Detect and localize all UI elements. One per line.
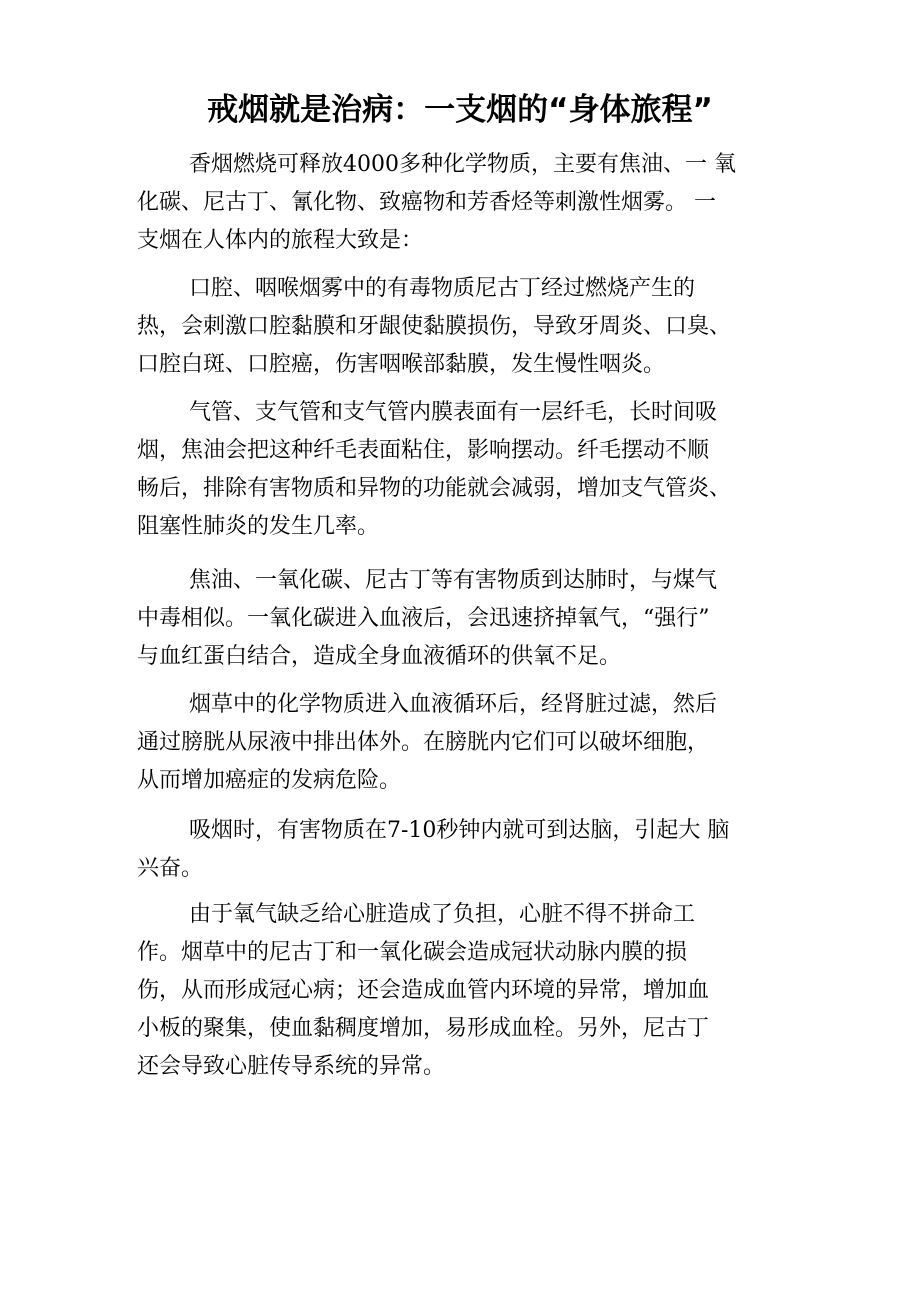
paragraph-line: 从而增加癌症的发病危险。: [137, 768, 402, 793]
paragraph-line: 化碳、尼古丁、氰化物、致癌物和芳香烃等刺激性烟雾。 一: [137, 190, 716, 215]
paragraph-lungs: [137, 562, 777, 676]
paragraph-line: 畅后，排除有害物质和异物的功能就会减弱，增加支气管炎、: [137, 476, 732, 501]
paragraph-line: 伤，从而形成冠心病；还会造成血管内环境的异常，增加血: [137, 978, 710, 1003]
paragraph-line: 烟，焦油会把这种纤毛表面粘住，影响摆动。纤毛摆动不顺: [137, 438, 710, 463]
paragraph-intro: [137, 146, 777, 260]
paragraph-line: 香烟燃烧可释放4000多种化学物质，主要有焦油、一 氧: [189, 152, 736, 177]
paragraph-brain: [137, 812, 777, 888]
paragraph-line: 阻塞性肺炎的发生几率。: [137, 514, 380, 539]
paragraph-line: 还会导致心脏传导系统的异常。: [137, 1054, 446, 1079]
paragraph-line: 作。烟草中的尼古丁和一氧化碳会造成冠状动脉内膜的损: [137, 940, 688, 965]
paragraph-line: 由于氧气缺乏给心脏造成了负担，心脏不得不拼命工: [189, 902, 696, 927]
paragraph-kidney-bladder: [137, 686, 777, 800]
paragraph-line: 通过膀胱从尿液中排出体外。在膀胱内它们可以破坏细胞，: [137, 730, 710, 755]
paragraph-line: 口腔、咽喉烟雾中的有毒物质尼古丁经过燃烧产生的: [189, 276, 696, 301]
paragraph-line: 热，会刺激口腔黏膜和牙龈使黏膜损伤，导致牙周炎、口臭、: [137, 314, 732, 339]
paragraph-trachea: [137, 394, 777, 546]
paragraph-line: 焦油、一氧化碳、尼古丁等有害物质到达肺时，与煤气: [189, 568, 718, 593]
paragraph-line: 支烟在人体内的旅程大致是：: [137, 228, 424, 253]
paragraph-mouth-throat: [137, 270, 777, 384]
document-title: 戒烟就是治病：一支烟的“身体旅程”: [207, 92, 713, 128]
paragraph-heart: [137, 896, 777, 1086]
paragraph-line: 气管、支气管和支气管内膜表面有一层纤毛，长时间吸: [189, 400, 718, 425]
paragraph-line: 口腔白斑、口腔癌，伤害咽喉部黏膜，发生慢性咽炎。: [137, 352, 666, 377]
paragraph-line: 吸烟时，有害物质在7-10秒钟内就可到达脑，引起大 脑: [189, 818, 730, 843]
paragraph-line: 兴奋。: [137, 856, 204, 881]
paragraph-line: 中毒相似。一氧化碳进入血液后，会迅速挤掉氧气，“强行”: [137, 606, 710, 631]
paragraph-line: 烟草中的化学物质进入血液循环后，经肾脏过滤，然后: [189, 692, 718, 717]
paragraph-line: 小板的聚集，使血黏稠度增加，易形成血栓。另外，尼古丁: [137, 1016, 710, 1041]
paragraph-line: 与血红蛋白结合，造成全身血液循环的供氧不足。: [137, 644, 622, 669]
